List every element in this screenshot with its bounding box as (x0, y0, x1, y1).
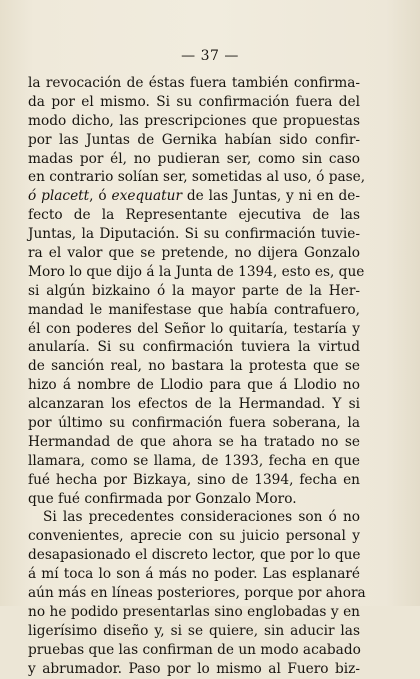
text-line: por las Juntas de Gernika habían sido confir- (28, 131, 360, 148)
text-line: á mí toca lo son á más no poder. Las esplanaré (28, 566, 360, 583)
text-line: Hermandad de que ahora se ha tratado no se (28, 433, 360, 450)
text-line: de sanción real, no bastara la protesta que se (28, 358, 360, 375)
text-line: no he podido presentarlas sino englobadas y en (28, 603, 360, 620)
text-line: él con poderes del Señor lo quitaría, testaría y (28, 320, 360, 337)
text-line: alcanzaran los efectos de la Hermandad. Y si (28, 396, 360, 413)
text-line: pruebas que las confirman de un modo acabado (28, 641, 361, 658)
text-line: en contrario solían ser, sometidas al uso, ó pase, (28, 169, 366, 186)
text-line: llamara, como se llama, de 1393, fecha en que (28, 452, 360, 469)
text-fragment: , ó (89, 188, 112, 205)
text-line: ligerísimo diseño y, si se quiere, sin aducir las (28, 622, 360, 639)
text-line: desapasionado el discreto lector, que por lo que (28, 547, 361, 564)
text-line: hizo á nombre de Llodio para que á Llodio no (28, 377, 360, 394)
text-line: Si las precedentes consideraciones son ó no (43, 509, 360, 526)
text-line: la revocación de éstas fuera también confirma- (28, 75, 360, 91)
text-line: Moro lo que dijo á la Junta de 1394, esto es, que (28, 263, 365, 280)
text-line: aún más en líneas posteriores, porque por ahora (28, 585, 366, 602)
text-line: da por el mismo. Si su confirmación fuera del (28, 93, 360, 110)
body-text (28, 74, 366, 679)
text-line: mandad le manifestase que había contrafuero, (28, 301, 360, 318)
text-line: ra el valor que se pretende, no dijera Gonzalo (28, 245, 360, 262)
text-line: Juntas, la Diputación. Si su confirmación tuvie- (28, 226, 360, 243)
text-line: que fué confirmada por Gonzalo Moro. (28, 490, 297, 507)
text-line: madas por él, no pudieran ser, como sin caso (28, 150, 360, 167)
text-line: fecto de la Representante ejecutiva de las (28, 207, 360, 224)
text-line: si algún bizkaino ó la mayor parte de la Her- (28, 282, 360, 299)
page-number: — 37 — (181, 48, 239, 64)
text-line: convenientes, aprecie con su juicio personal y (28, 528, 360, 545)
italic-exequatur: exequatur (111, 188, 183, 205)
paragraph-1 (28, 74, 366, 508)
text-line: anularía. Si su confirmación tuviera la virtud (28, 339, 360, 356)
text-fragment: de las Juntas, y ni en de- (182, 188, 360, 205)
text-line: y abrumador. Paso por lo mismo al Fuero biz- (28, 660, 360, 677)
text-line: por último su confirmación fuera soberana, la (28, 415, 360, 432)
text-line-with-italics (28, 187, 360, 206)
text-line: fué hecha por Bizkaya, sino de 1394, fecha en (28, 471, 360, 488)
italic-placett: ó placett (28, 188, 90, 205)
text-line: modo dicho, las prescripciones que propuestas (28, 112, 360, 129)
paragraph-2 (28, 508, 366, 678)
